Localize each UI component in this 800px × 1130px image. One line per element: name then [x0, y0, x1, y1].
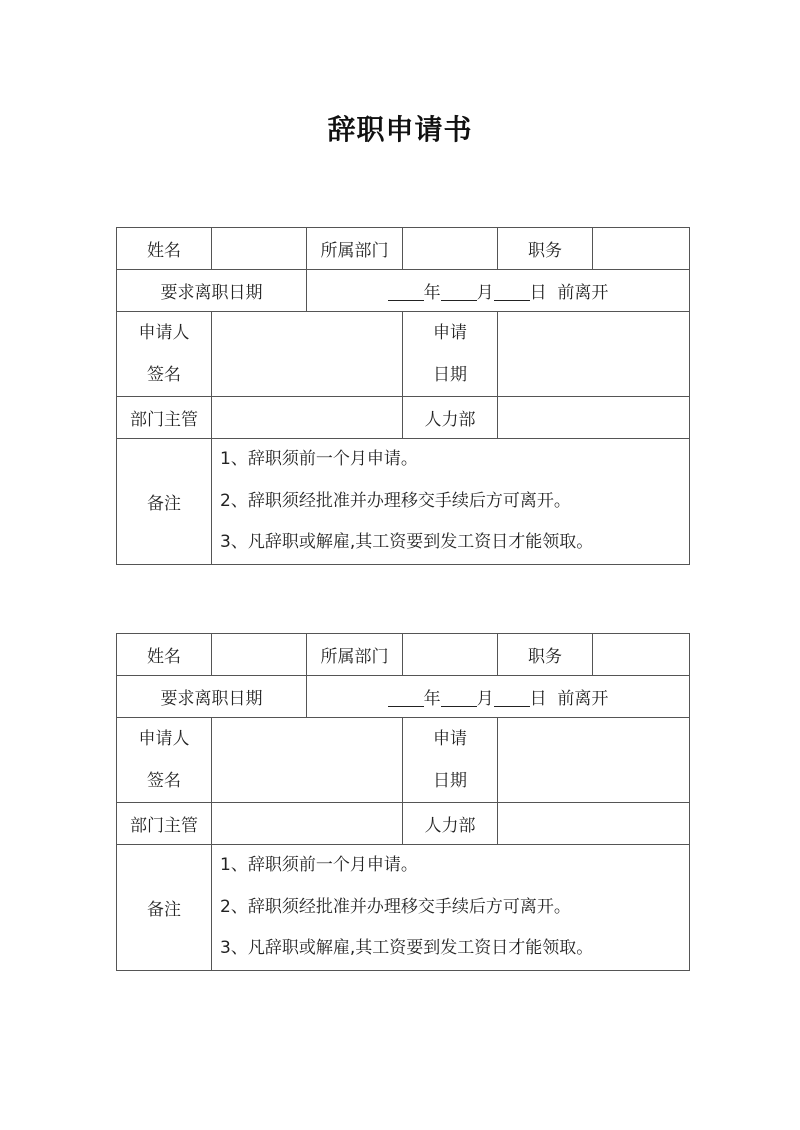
position-field[interactable]	[593, 634, 690, 676]
leave-suffix-label: 前离开	[557, 283, 609, 303]
apply-date-label	[403, 718, 498, 803]
day-blank[interactable]	[494, 689, 530, 707]
applicant-signature-label	[117, 718, 212, 803]
leave-date-label: 要求离职日期	[117, 676, 307, 718]
applicant-signature-label	[117, 312, 212, 397]
department-label: 所属部门	[307, 634, 403, 676]
day-label: 日	[529, 283, 547, 303]
label-line: 申请	[433, 323, 467, 343]
apply-date-field[interactable]	[498, 312, 690, 397]
label-line: 签名	[147, 771, 181, 791]
table-row	[117, 803, 690, 845]
supervisor-label: 部门主管	[117, 803, 212, 845]
resignation-form-1	[116, 227, 690, 565]
month-blank[interactable]	[441, 283, 477, 301]
table-row	[117, 312, 690, 397]
table-row	[117, 397, 690, 439]
year-blank[interactable]	[388, 689, 424, 707]
name-field[interactable]	[212, 634, 307, 676]
table-row	[117, 270, 690, 312]
month-label: 月	[476, 283, 494, 303]
name-label: 姓名	[117, 634, 212, 676]
note-item: 1、辞职须前一个月申请。	[220, 449, 418, 470]
year-label: 年	[423, 689, 441, 709]
applicant-signature-field[interactable]	[212, 312, 403, 397]
applicant-signature-field[interactable]	[212, 718, 403, 803]
day-label: 日	[529, 689, 547, 709]
label-line: 申请人	[138, 323, 190, 343]
table-row	[117, 634, 690, 676]
table-row	[117, 845, 690, 971]
notes-content	[212, 845, 690, 971]
page-title: 辞职申请书	[327, 113, 473, 146]
leave-date-field[interactable]	[307, 270, 690, 312]
resignation-form-2	[116, 633, 690, 971]
leave-date-field[interactable]	[307, 676, 690, 718]
table-row	[117, 676, 690, 718]
day-blank[interactable]	[494, 283, 530, 301]
notes-label: 备注	[117, 845, 212, 971]
table-row	[117, 228, 690, 270]
apply-date-field[interactable]	[498, 718, 690, 803]
position-label: 职务	[498, 634, 593, 676]
label-line: 申请	[433, 729, 467, 749]
leave-date-label: 要求离职日期	[117, 270, 307, 312]
department-label: 所属部门	[307, 228, 403, 270]
hr-label: 人力部	[403, 397, 498, 439]
supervisor-field[interactable]	[212, 803, 403, 845]
hr-field[interactable]	[498, 397, 690, 439]
name-label: 姓名	[117, 228, 212, 270]
table-row	[117, 718, 690, 803]
year-label: 年	[423, 283, 441, 303]
name-field[interactable]	[212, 228, 307, 270]
note-item: 2、辞职须经批准并办理移交手续后方可离开。	[220, 490, 571, 511]
label-line: 签名	[147, 365, 181, 385]
leave-suffix-label: 前离开	[557, 689, 609, 709]
note-item: 3、凡辞职或解雇,其工资要到发工资日才能领取。	[220, 938, 594, 959]
label-line: 日期	[433, 365, 467, 385]
supervisor-field[interactable]	[212, 397, 403, 439]
apply-date-label	[403, 312, 498, 397]
position-field[interactable]	[593, 228, 690, 270]
note-item: 1、辞职须前一个月申请。	[220, 855, 418, 876]
year-blank[interactable]	[388, 283, 424, 301]
table-row	[117, 439, 690, 565]
month-blank[interactable]	[441, 689, 477, 707]
department-field[interactable]	[403, 228, 498, 270]
note-item: 3、凡辞职或解雇,其工资要到发工资日才能领取。	[220, 532, 594, 553]
label-line: 日期	[433, 771, 467, 791]
department-field[interactable]	[403, 634, 498, 676]
hr-label: 人力部	[403, 803, 498, 845]
hr-field[interactable]	[498, 803, 690, 845]
month-label: 月	[476, 689, 494, 709]
label-line: 申请人	[138, 729, 190, 749]
note-item: 2、辞职须经批准并办理移交手续后方可离开。	[220, 896, 571, 917]
supervisor-label: 部门主管	[117, 397, 212, 439]
notes-content	[212, 439, 690, 565]
notes-label: 备注	[117, 439, 212, 565]
position-label: 职务	[498, 228, 593, 270]
